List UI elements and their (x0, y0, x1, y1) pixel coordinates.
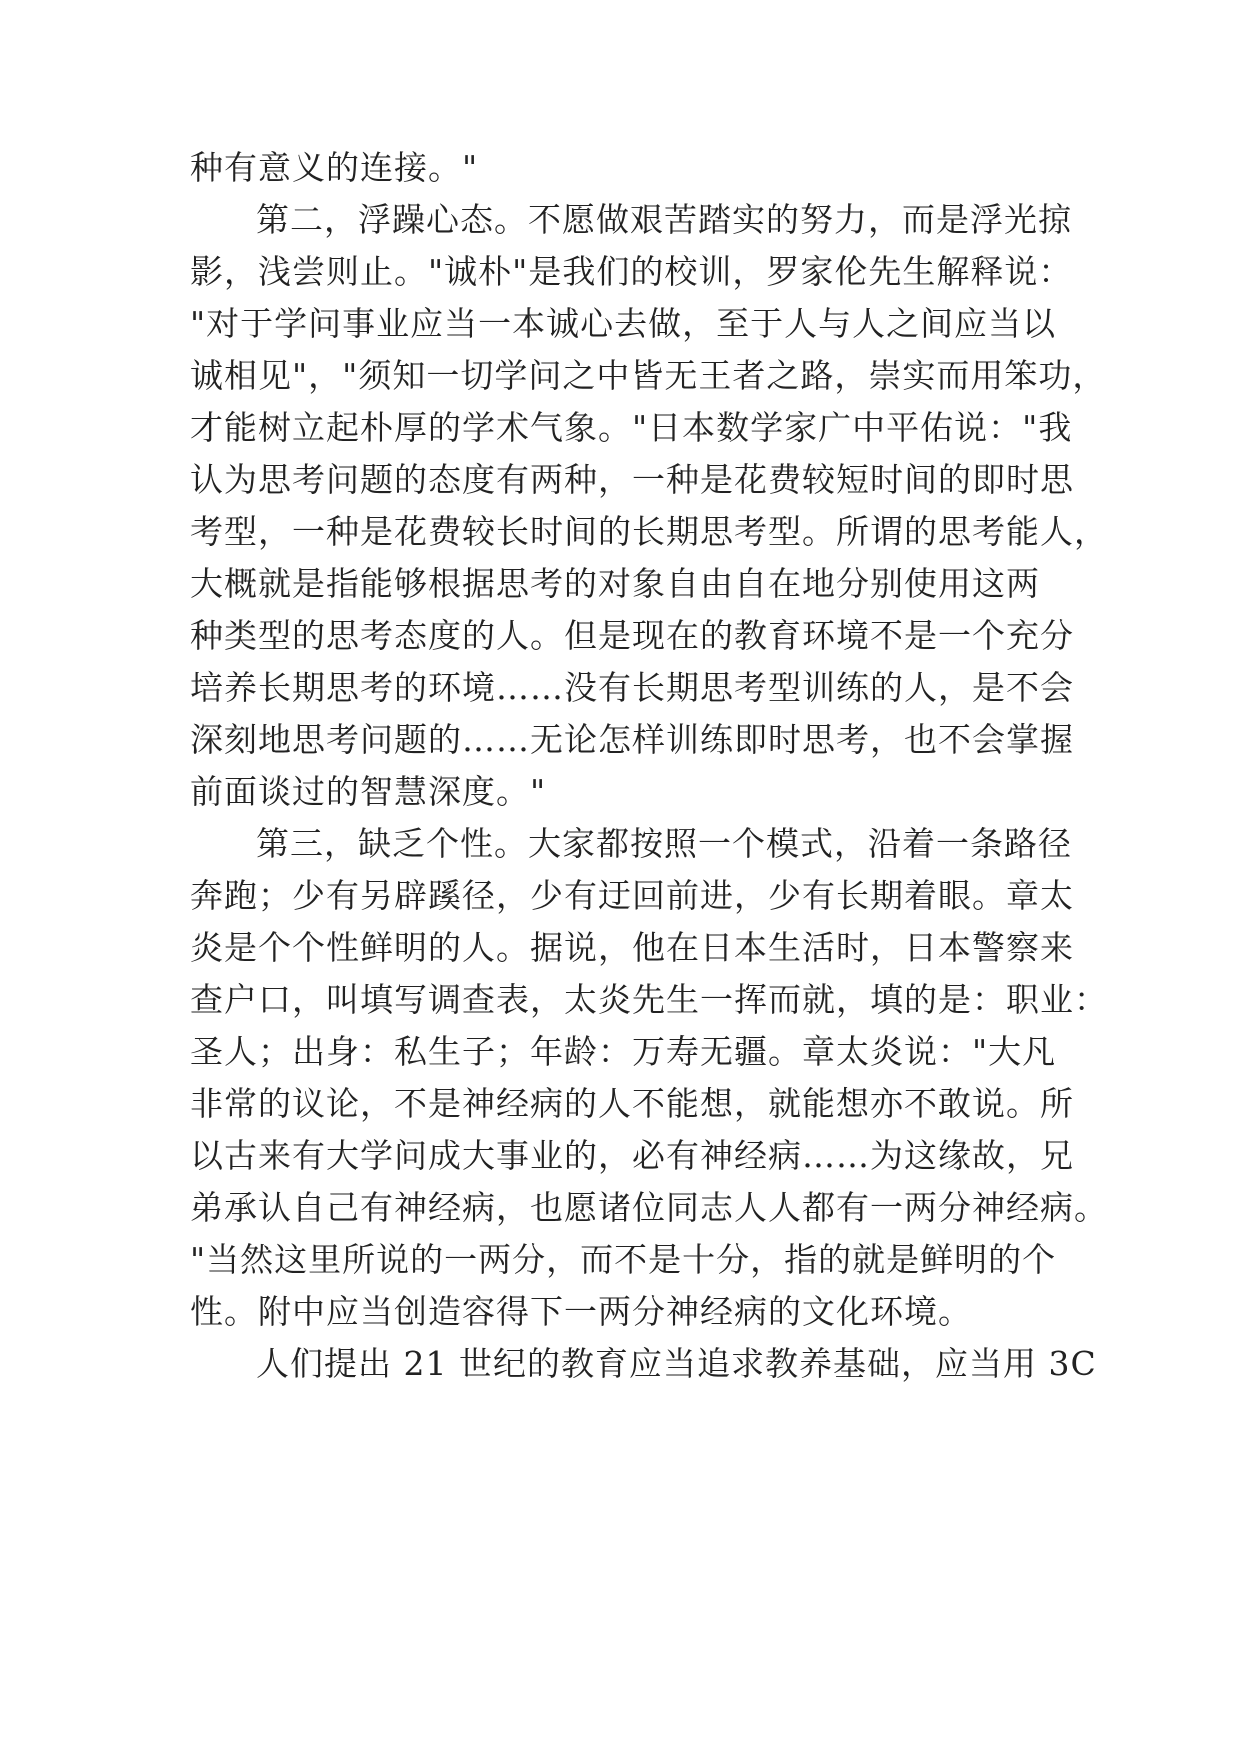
text-line: 大概就是指能够根据思考的对象自由自在地分别使用这两 (190, 564, 1040, 603)
paragraph-first-line: 第三，缺乏个性。大家都按照一个模式，沿着一条路径 (256, 824, 1072, 863)
text-line: 弟承认自己有神经病，也愿诸位同志人人都有一两分神经病。 (190, 1188, 1108, 1227)
text-line: 种有意义的连接。" (190, 148, 479, 187)
text-line: 前面谈过的智慧深度。" (190, 772, 547, 811)
text-line: 圣人；出身：私生子；年龄：万寿无疆。章太炎说："大凡 (190, 1032, 1057, 1071)
text-line: 炎是个个性鲜明的人。据说，他在日本生活时，日本警察来 (190, 928, 1074, 967)
text-line: 才能树立起朴厚的学术气象。"日本数学家广中平佑说："我 (190, 408, 1073, 447)
text-line: 深刻地思考问题的……无论怎样训练即时思考，也不会掌握 (190, 720, 1074, 759)
text-line: 查户口，叫填写调查表，太炎先生一挥而就，填的是：职业： (190, 980, 1108, 1019)
text-line: 培养长期思考的环境……没有长期思考型训练的人，是不会 (190, 668, 1074, 707)
text-line: 非常的议论，不是神经病的人不能想，就能想亦不敢说。所 (190, 1084, 1074, 1123)
text-line: 影，浅尝则止。"诚朴"是我们的校训，罗家伦先生解释说： (190, 252, 1073, 291)
text-line: 性。附中应当创造容得下一两分神经病的文化环境。 (190, 1292, 972, 1331)
text-line: 诚相见"，"须知一切学问之中皆无王者之路，崇实而用笨功， (190, 356, 1107, 395)
text-line: 认为思考问题的态度有两种，一种是花费较短时间的即时思 (190, 460, 1074, 499)
text-line: 奔跑；少有另辟蹊径，少有迂回前进，少有长期着眼。章太 (190, 876, 1074, 915)
text-line: "当然这里所说的一两分，而不是十分，指的就是鲜明的个 (190, 1240, 1057, 1279)
text-line: "对于学问事业应当一本诚心去做，至于人与人之间应当以 (190, 304, 1057, 343)
paragraph-first-line: 第二，浮躁心态。不愿做艰苦踏实的努力，而是浮光掠 (256, 200, 1072, 239)
text-line: 以古来有大学问成大事业的，必有神经病……为这缘故，兄 (190, 1136, 1074, 1175)
text-line: 种类型的思考态度的人。但是现在的教育环境不是一个充分 (190, 616, 1074, 655)
paragraph-first-line: 人们提出 21 世纪的教育应当追求教养基础，应当用 3C (256, 1344, 1097, 1383)
text-line: 考型，一种是花费较长时间的长期思考型。所谓的思考能人， (190, 512, 1108, 551)
